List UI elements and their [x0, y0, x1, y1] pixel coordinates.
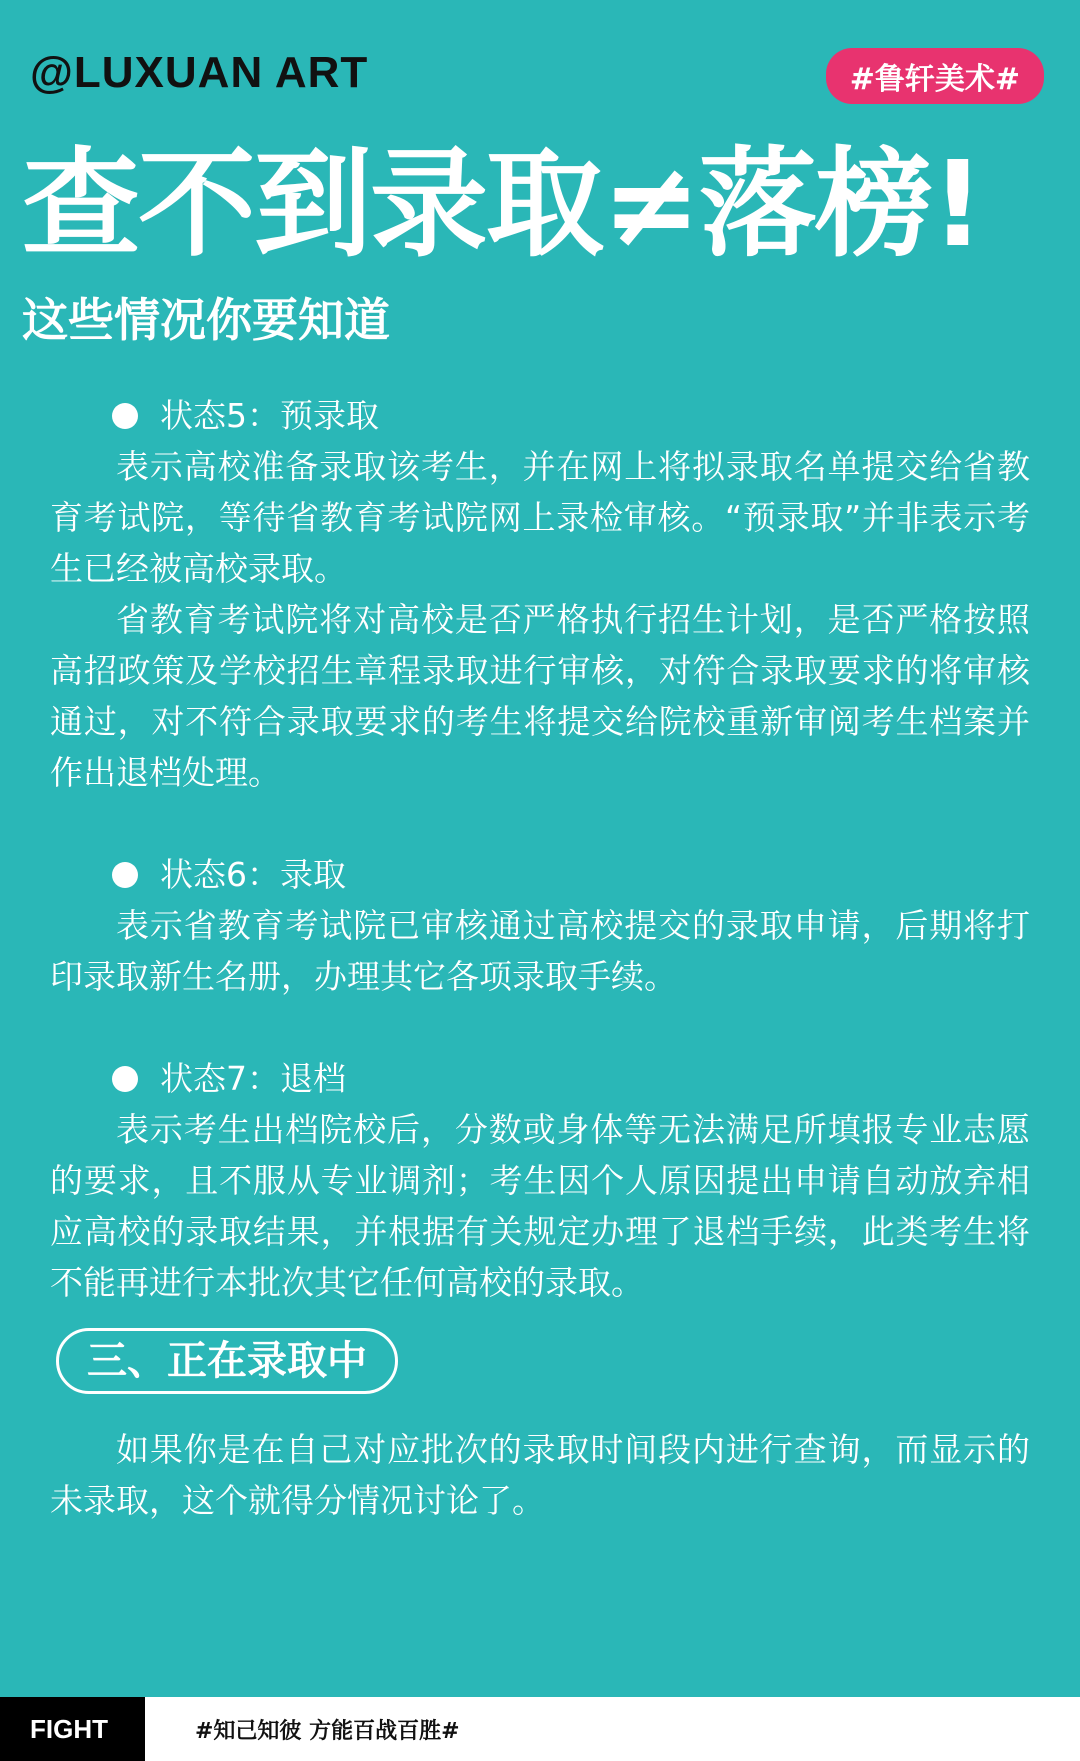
- status6-heading: [50, 849, 1030, 900]
- status7-paragraph-1: 表示考生出档院校后，分数或身体等无法满足所填报专业志愿的要求，且不服从专业调剂；考生因个人原因提出申请自动放弃相应高校的录取结果，并根据有关规定办理了退档手续，此类考生将不能再进行本批次其它任何高校的录取。: [50, 1110, 1030, 1302]
- section-heading-box: 三、正在录取中: [56, 1328, 398, 1394]
- footer-bar: [0, 1697, 1080, 1761]
- status6-heading-text: 状态6：录取: [160, 855, 346, 894]
- hashtag-badge: #鲁轩美术#: [826, 48, 1044, 104]
- status7-heading: [50, 1053, 1030, 1104]
- status5-heading: [50, 390, 1030, 441]
- status5-heading-text: 状态5：预录取: [160, 396, 379, 435]
- page-subtitle: 这些情况你要知道: [22, 293, 390, 347]
- section3-paragraph-1: 如果你是在自己对应批次的录取时间段内进行查询，而显示的未录取，这个就得分情况讨论了。: [50, 1430, 1030, 1520]
- bullet-icon: [112, 1066, 138, 1092]
- article-body: [50, 390, 1030, 1526]
- brand-handle: @LUXUAN ART: [30, 48, 369, 97]
- status7-heading-text: 状态7：退档: [160, 1059, 346, 1098]
- page-title: 查不到录取≠落榜!: [22, 135, 983, 273]
- status6-paragraph-1: 表示省教育考试院已审核通过高校提交的录取申请，后期将打印录取新生名册，办理其它各项录取手续。: [50, 906, 1030, 996]
- footer-label: FIGHT: [0, 1697, 145, 1761]
- status5-paragraph-1: 表示高校准备录取该考生，并在网上将拟录取名单提交给省教育考试院，等待省教育考试院网上录检审核。“预录取”并非表示考生已经被高校录取。: [50, 447, 1030, 588]
- footer-slogan: #知己知彼 方能百战百胜#: [195, 1718, 460, 1744]
- bullet-icon: [112, 862, 138, 888]
- bullet-icon: [112, 403, 138, 429]
- status5-paragraph-2: 省教育考试院将对高校是否严格执行招生计划，是否严格按照高招政策及学校招生章程录取进行审核，对符合录取要求的将审核通过，对不符合录取要求的考生将提交给院校重新审阅考生档案并作出退档处理。: [50, 600, 1030, 792]
